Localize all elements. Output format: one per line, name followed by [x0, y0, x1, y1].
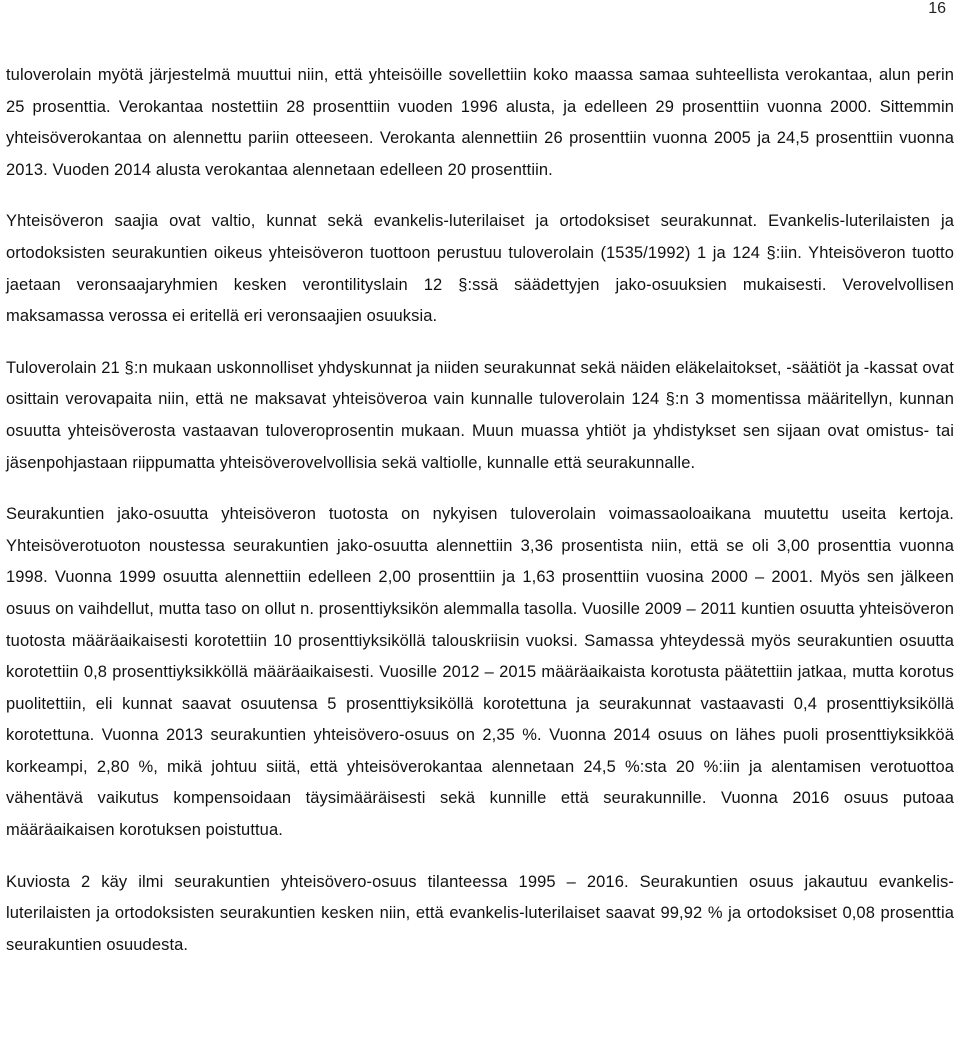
- paragraph-parish-share-changes: Seurakuntien jako-osuutta yhteisöveron tuotosta on nykyisen tuloverolain voimassaoloaikana muutettu useita kertoja. Yhteisöverotuoton noustessa seurakuntien jako-osuutta alennettiin 3,36 prosentista niin, että se oli 3,00 prosenttia vuonna 1998. Vuonna 1999 osuutta alennettiin edelleen 2,00 prosenttiin ja 1,63 prosenttiin vuosina 2000 – 2001. Myös sen jälkeen osuus on vaihdellut, mutta taso on ollut n. prosenttiyksikön alemmalla tasolla. Vuosille 2009 – 2011 kuntien osuutta yhteisöveron tuotosta määräaikaisesti korotettiin 10 prosenttiyksiköllä talouskriisin vuoksi. Samassa yhteydessä myös seurakuntien osuutta korotettiin 0,8 prosenttiyksikköllä määräaikaisesti. Vuosille 2012 – 2015 määräaikaista korotusta päätettiin jatkaa, mutta korotus puolitettiin, eli kunnat saavat osuutensa 5 prosenttiyksiköllä korotettuna ja seurakunnat vastaavasti 0,4 prosenttiyksiköllä korotettuna. Vuonna 2013 seurakuntien yhteisövero-osuus on 2,35 %. Vuonna 2014 osuus on lähes puoli prosenttiyksikköä korkeampi, 2,80 %, mikä johtuu siitä, että yhteisöverokantaa alennetaan 24,5 %:sta 20 %:iin ja alentamisen verotuottoa vähentävä vaikutus kompensoidaan täysimääräisesti sekä kunnille että seurakunnille. Vuonna 2016 osuus putoaa määräaikaisen korotuksen poistuttua.: [6, 505, 954, 840]
- page-number: 16: [928, 0, 946, 17]
- paragraph-religious-communities: Tuloverolain 21 §:n mukaan uskonnolliset yhdyskunnat ja niiden seurakunnat sekä näiden eläkelaitokset, -säätiöt ja -kassat ovat osittain verovapaita niin, että ne maksavat yhteisöveroa vain kunnalle tuloverolain 124 §:n 3 momentissa määritellyn, kunnan osuutta yhteisöverosta vastaavan tuloveroprosentin mukaan. Muun muassa yhtiöt ja yhdistykset sen sijaan ovat omistus- tai jäsenpohjastaan riippumatta yhteisöverovelvollisia sekä valtiolle, kunnalle että seurakunnalle.: [6, 358, 954, 472]
- document-body: [6, 60, 954, 981]
- paragraph-tax-recipients: Yhteisöveron saajia ovat valtio, kunnat sekä evankelis-luterilaiset ja ortodoksiset seurakunnat. Evankelis-luterilaisten ja ortodoksisten seurakuntien oikeus yhteisöveron tuottoon perustuu tuloverolain (1535/1992) 1 ja 124 §:iin. Yhteisöveron tuotto jaetaan veronsaajaryhmien kesken verontilityslain 12 §:ssä säädettyjen jako-osuuksien mukaisesti. Verovelvollisen maksamassa verossa ei eritellä eri veronsaajien osuuksia.: [6, 212, 954, 326]
- paragraph-figure-reference: Kuviosta 2 käy ilmi seurakuntien yhteisövero-osuus tilanteessa 1995 – 2016. Seurakuntien osuus jakautuu evankelis-luterilaisten ja ortodoksisten seurakuntien kesken niin, että evankelis-luterilaiset saavat 99,92 % ja ortodoksiset 0,08 prosenttia seurakuntien osuudesta.: [6, 872, 954, 954]
- paragraph-tax-rate-history: tuloverolain myötä järjestelmä muuttui niin, että yhteisöille sovellettiin koko maassa samaa suhteellista verokantaa, alun perin 25 prosenttia. Verokantaa nostettiin 28 prosenttiin vuoden 1996 alusta, ja edelleen 29 prosenttiin vuonna 2000. Sittemmin yhteisöverokantaa on alennettu pariin otteeseen. Verokanta alennettiin 26 prosenttiin vuonna 2005 ja 24,5 prosenttiin vuonna 2013. Vuoden 2014 alusta verokantaa alennetaan edelleen 20 prosenttiin.: [6, 66, 954, 179]
